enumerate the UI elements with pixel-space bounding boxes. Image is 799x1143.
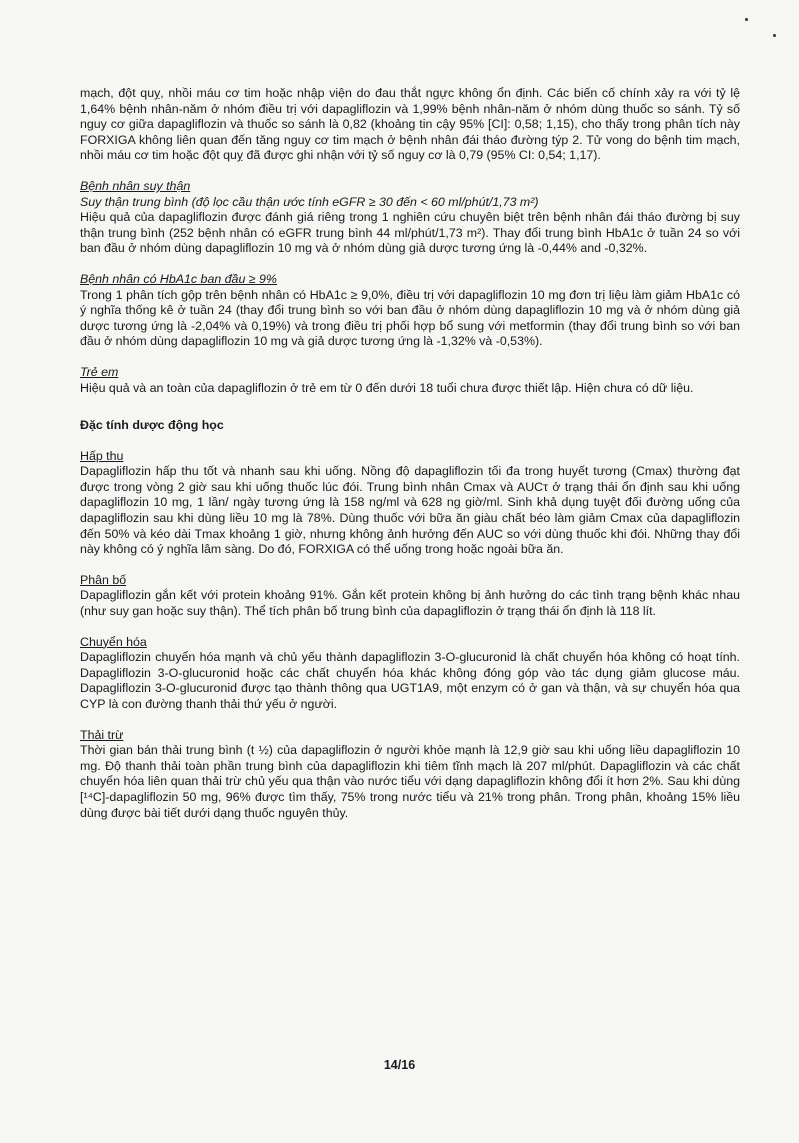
metabolism-text: Dapagliflozin chuyển hóa mạnh và chủ yếu thành dapagliflozin 3-O-glucuronid là chất chuyển hóa không có hoạt tính. Dapagliflozin 3-O-glucuronid hoặc các chất chuyển hóa khác không đóng góp vào tác dụng giảm glucose máu. Dapagliflozin 3-O-glucuronid được tạo thành thông qua UGT1A9, một enzym có ở gan và thận, và sự chuyển hóa qua CYP là con đường thanh thải thứ yếu ở người.: [80, 650, 740, 711]
metabolism-heading: Chuyển hóa: [80, 634, 147, 649]
pk-heading: Đặc tính dược động học: [80, 418, 224, 433]
metabolism-section: [80, 635, 740, 713]
distribution-section: [80, 573, 740, 620]
elimination-heading: Thải trừ: [80, 727, 124, 742]
hba1c-heading: Bệnh nhân có HbA1c ban đầu ≥ 9%: [80, 271, 277, 286]
renal-section: [80, 179, 740, 257]
renal-text: Hiệu quả của dapagliflozin được đánh giá riêng trong 1 nghiên cứu chuyên biệt trên bệnh nhân đái tháo đường bị suy thận trung bình (252 bệnh nhân có eGFR trung bình 44 ml/phút/1,73 m²). Thay đổi trung bình HbA1c ở tuần 24 so với ban đầu ở nhóm dùng dapagliflozin 10 mg và ở nhóm dùng giả dược tương ứng là -0,44% and -0,32%.: [80, 210, 740, 256]
hba1c-section: [80, 272, 740, 350]
document-page: [80, 86, 740, 821]
intro-paragraph: mạch, đột quỵ, nhồi máu cơ tim hoặc nhập viện do đau thắt ngực không ổn định. Các biến cố chính xảy ra với tỷ lệ 1,64% bệnh nhân-năm ở nhóm điều trị với dapagliflozin và 1,99% bệnh nhân-năm ở nhóm dùng thuốc so sánh. Tỷ số nguy cơ giữa dapagliflozin và thuốc so sánh là 0,82 (khoảng tin cậy 95% [CI]: 0,58; 1,15), cho thấy trong phân tích này FORXIGA không liên quan đến tăng nguy cơ tim mạch ở bệnh nhân đái tháo đường týp 2. Tử vong do bệnh tim mạch, nhồi máu cơ tim hoặc đột quỵ đã được ghi nhận với tỷ số nguy cơ là 0,79 (95% CI: 0,54; 1,17).: [80, 86, 740, 163]
children-section: [80, 365, 740, 396]
children-text: Hiệu quả và an toàn của dapagliflozin ở trẻ em từ 0 đến dưới 18 tuổi chưa được thiết lập. Hiện chưa có dữ liệu.: [80, 380, 694, 395]
children-heading: Trẻ em: [80, 364, 119, 379]
absorption-heading: Hấp thu: [80, 448, 124, 463]
distribution-text: Dapagliflozin gắn kết với protein khoảng 91%. Gắn kết protein không bị ảnh hưởng do các tình trạng bệnh khác nhau (như suy gan hoặc suy thận). Thể tích phân bố trung bình của dapagliflozin ở trạng thái ổn định là 118 lít.: [80, 588, 740, 619]
elimination-section: [80, 728, 740, 822]
renal-subheading: Suy thận trung bình (độ lọc cầu thận ước tính eGFR ≥ 30 đến < 60 ml/phút/1,73 m²): [80, 194, 539, 209]
absorption-section: [80, 449, 740, 558]
renal-heading: Bệnh nhân suy thận: [80, 178, 191, 193]
distribution-heading: Phân bố: [80, 572, 127, 587]
scan-speck: [773, 34, 776, 37]
hba1c-text: Trong 1 phân tích gộp trên bệnh nhân có HbA1c ≥ 9,0%, điều trị với dapagliflozin 10 mg đơn trị liệu làm giảm HbA1c có ý nghĩa thống kê ở tuần 24 (thay đổi trung bình so với ban đầu ở nhóm dùng dapagliflozin 10 mg và ở nhóm dùng giả dược tương ứng là -2,04% và 0,19%) và trong điều trị phối hợp bổ sung với metformin (thay đổi trung bình so với ban đầu ở nhóm dùng dapagliflozin 10 mg và giả dược tương ứng là -1,32% và -0,53%).: [80, 287, 740, 349]
scan-speck: [745, 18, 748, 21]
page-number: 14/16: [383, 1058, 416, 1072]
elimination-text: Thời gian bán thải trung bình (t ½) của dapagliflozin ở người khỏe mạnh là 12,9 giờ sau khi uống liều dapagliflozin 10 mg. Độ thanh thải toàn phần trung bình của dapagliflozin khi tiêm tĩnh mạch là 207 ml/phút. Dapagliflozin và các chất chuyển hóa liên quan thải trừ chủ yếu qua thận vào nước tiểu với dạng dapagliflozin không đổi ít hơn 2%. Sau khi dùng [¹⁴C]-dapagliflozin 50 mg, 96% được tìm thấy, 75% trong nước tiểu và 21% trong phân. Trong phân, khoảng 15% liều dùng được bài tiết dưới dạng thuốc nguyên thủy.: [80, 743, 740, 820]
absorption-text: Dapagliflozin hấp thu tốt và nhanh sau khi uống. Nồng độ dapagliflozin tối đa trong huyết tương (Cmax) thường đạt được trong vòng 2 giờ sau khi uống thuốc lúc đói. Trung bình nhân Cmax và AUCτ ở trạng thái ổn định sau khi uống dapagliflozin 10 mg, 1 lần/ ngày tương ứng là 158 ng/ml và 628 ng giờ/ml. Sinh khả dụng tuyệt đối đường uống của dapagliflozin sau khi dùng liều 10 mg là 78%. Dùng thuốc với bữa ăn giàu chất béo làm giảm Cmax của dapagliflozin đến 50% và kéo dài Tmax khoảng 1 giờ, nhưng không ảnh hưởng đến AUC so với dùng thuốc khi đói. Những thay đổi này không có ý nghĩa lâm sàng. Do đó, FORXIGA có thể uống trong hoặc ngoài bữa ăn.: [80, 464, 740, 557]
